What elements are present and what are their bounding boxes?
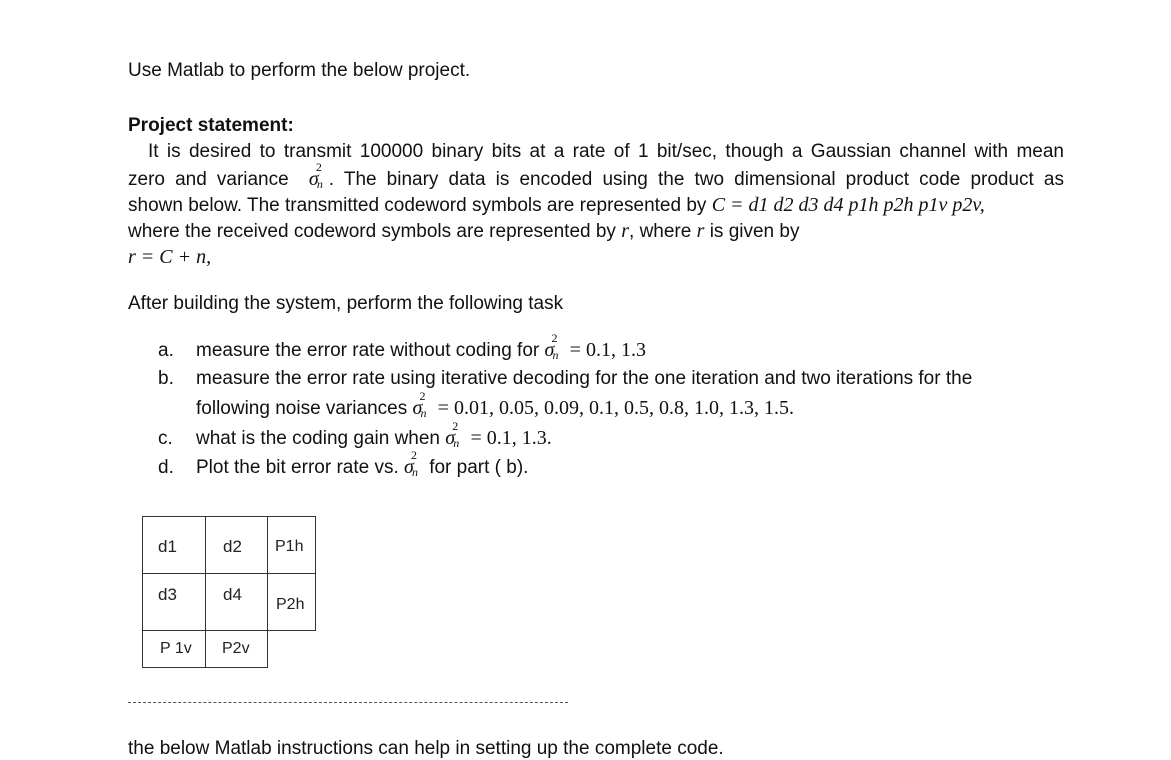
intro-text: Use Matlab to perform the below project.	[128, 60, 471, 81]
paragraph-line-2: zero and variance σ 2 n . The binary data is encoded using the two dimensional product code product as	[128, 160, 1064, 191]
project-heading: Project statement:	[128, 115, 294, 136]
sigma-n-squared: σ 2 n	[308, 160, 323, 191]
task-a: a. measure the error rate without coding for σ 2 n = 0.1, 1.3	[158, 331, 646, 362]
grid-label-d1: d1	[158, 537, 177, 556]
task-d: d. Plot the bit error rate vs. σ 2 n for part ( b).	[158, 448, 529, 479]
codeword-formula: C = d1 d2 d3 d4 p1h p2h p1v p2v,	[711, 194, 985, 216]
grid-label-d3: d3	[158, 585, 177, 604]
grid-label-d4: d4	[223, 585, 242, 604]
grid-label-p2v: P2v	[222, 640, 250, 657]
task-b-line-2: following noise variances σ 2 n = 0.01, 0.05, 0.09, 0.1, 0.5, 0.8, 1.0, 1.3, 1.5.	[196, 389, 794, 420]
grid-label-d2: d2	[223, 537, 242, 556]
task-c: c. what is the coding gain when σ 2 n = 0.1, 1.3.	[158, 419, 552, 450]
paragraph-line-3: shown below. The transmitted codeword symbols are represented by C = d1 d2 d3 d4 p1h p2h p1v p2v,	[128, 194, 985, 216]
received-formula: r = C + n,	[128, 246, 212, 268]
dashed-divider	[128, 702, 568, 703]
task-b: b. measure the error rate using iterative decoding for the one iteration and two iterations for the	[158, 368, 973, 389]
grid-label-p1v: P 1v	[160, 640, 192, 657]
footer-text: the below Matlab instructions can help in setting up the complete code.	[128, 738, 724, 759]
grid-label-p1h: P1h	[275, 538, 304, 555]
task-intro: After building the system, perform the following task	[128, 293, 564, 314]
paragraph-line-4: where the received codeword symbols are represented by r, where r is given by	[128, 220, 800, 242]
grid-label-p2h: P2h	[276, 596, 305, 613]
paragraph-line-1: It is desired to transmit 100000 binary bits at a rate of 1 bit/sec, though a Gaussian channel with mean	[148, 141, 1064, 162]
